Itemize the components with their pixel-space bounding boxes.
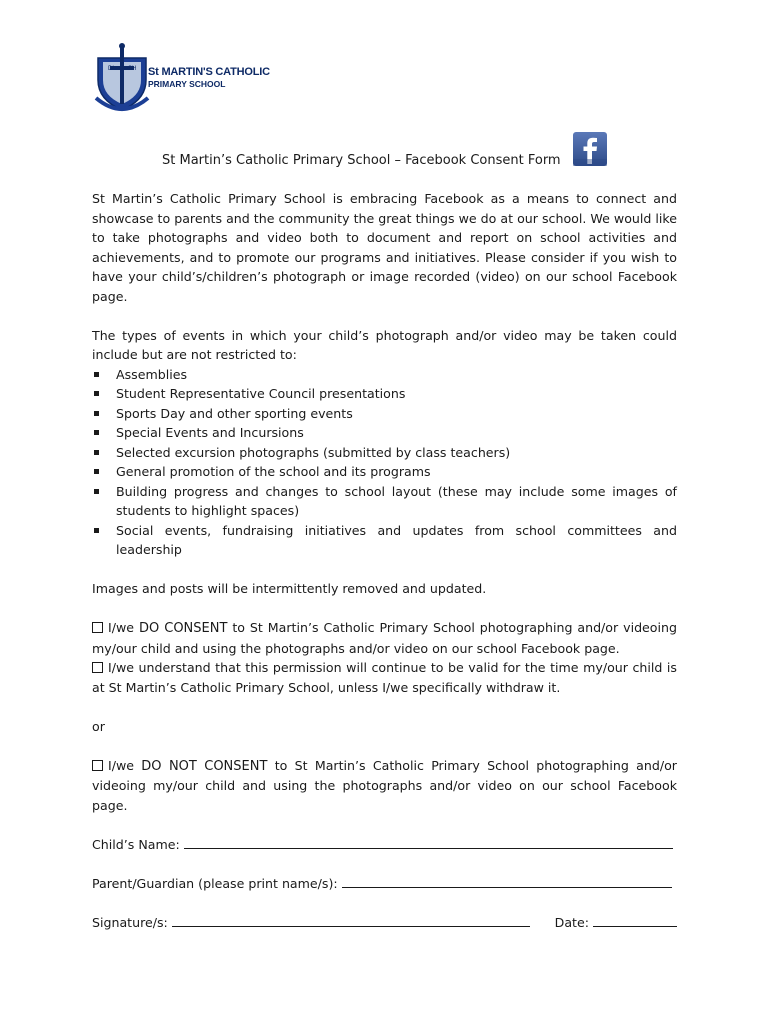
signature-input[interactable]: [172, 914, 530, 927]
understand-option: I/we understand that this permission will continue to be valid for the time my/our child is at St Martin’s Catholic Primary School, unless I/we specifically withdraw it.: [92, 660, 677, 695]
school-logo: [92, 40, 270, 115]
bullet-icon: [94, 489, 99, 494]
logo-name-line1: St MARTIN'S CATHOLIC: [148, 66, 270, 78]
school-crest-icon: [92, 40, 152, 115]
signature-row: [92, 913, 677, 933]
form-body: [92, 189, 677, 932]
bullet-icon: [94, 372, 99, 377]
list-item: Assemblies: [92, 365, 677, 385]
school-logo-text: [148, 66, 270, 89]
bullet-icon: [94, 411, 99, 416]
images-note: Images and posts will be intermittently removed and updated.: [92, 581, 487, 596]
list-item: Building progress and changes to school layout (these may include some images of students to highlight spaces): [92, 482, 677, 521]
parent-name-input[interactable]: [342, 875, 672, 888]
page-title: St Martin’s Catholic Primary School – Facebook Consent Form: [162, 153, 561, 168]
no-consent-option: I/we DO NOT CONSENT to St Martin’s Catholic Primary School photographing and/or videoing my/our child and using the photographs and/or video on our school Facebook page.: [92, 757, 677, 813]
list-item: Special Events and Incursions: [92, 423, 677, 443]
logo-name-line2: PRIMARY SCHOOL: [148, 79, 226, 89]
list-item: Sports Day and other sporting events: [92, 404, 677, 424]
no-consent-emphasis: DO NOT CONSENT: [141, 758, 268, 774]
bullet-icon: [94, 430, 99, 435]
bullet-icon: [94, 391, 99, 396]
or-text: or: [92, 718, 105, 734]
consent-emphasis: DO CONSENT: [138, 621, 228, 636]
title-row: [92, 130, 677, 170]
events-list: [92, 365, 677, 560]
understand-checkbox[interactable]: [92, 662, 103, 673]
parent-name-field: Parent/Guardian (please print name/s):: [92, 874, 677, 894]
consent-option: I/we DO CONSENT to St Martin’s Catholic Primary School photographing and/or videoing my/our child and using the photographs and/or video on our school Facebook page.: [92, 620, 677, 656]
date-field: Date:: [555, 913, 677, 933]
list-item: Selected excursion photographs (submitted by class teachers): [92, 443, 677, 463]
svg-text:DL: DL: [108, 66, 116, 72]
signature-field: Signature/s:: [92, 913, 530, 933]
list-item: General promotion of the school and its programs: [92, 462, 677, 482]
intro-paragraph: St Martin’s Catholic Primary School is embracing Facebook as a means to connect and showcase to parents and the community the great things we do at our school. We would like to take photographs and video both to document and report on school activities and achievements, and to promote our programs and initiatives. Please consider if you wish to have your child’s/children’s photograph or image recorded (video) on our school Facebook page.: [92, 191, 677, 304]
date-input[interactable]: [593, 914, 677, 927]
consent-checkbox[interactable]: [92, 622, 103, 633]
child-name-field: Child’s Name:: [92, 835, 677, 855]
svg-text:SH: SH: [128, 66, 137, 72]
no-consent-checkbox[interactable]: [92, 760, 103, 771]
events-intro: The types of events in which your child’s photograph and/or video may be taken could include but are not restricted to:: [92, 327, 677, 362]
bullet-icon: [94, 469, 99, 474]
bullet-icon: [94, 450, 99, 455]
bullet-icon: [94, 528, 99, 533]
facebook-icon: [572, 131, 608, 167]
child-name-input[interactable]: [184, 836, 673, 849]
list-item: Student Representative Council presentations: [92, 384, 677, 404]
list-item: Social events, fundraising initiatives and updates from school committees and leadership: [92, 521, 677, 560]
